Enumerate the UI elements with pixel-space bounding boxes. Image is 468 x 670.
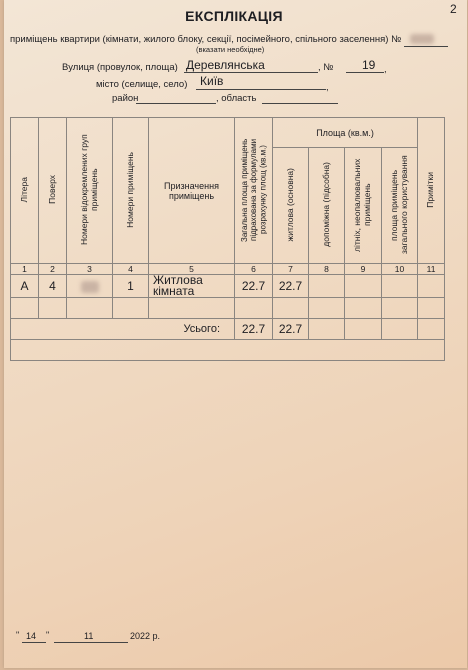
street-value: Деревлянська: [186, 58, 265, 72]
subtitle-hint: (вказати необхідне): [196, 45, 265, 54]
month-underline: [54, 642, 128, 643]
cell-empty: [309, 275, 345, 298]
day-underline: [22, 642, 46, 643]
page-number: 2: [450, 2, 457, 16]
redacted-apartment-number: [410, 34, 434, 44]
header-common: площа приміщень загального користування: [382, 148, 418, 264]
total-label: Усього:: [11, 319, 235, 340]
cell-empty: [309, 298, 345, 319]
total-living-value: 22.7: [273, 319, 309, 340]
header-group-numbers: Номери відокремлених груп приміщень: [67, 118, 113, 264]
header-purpose: Призначення приміщень: [149, 118, 235, 264]
col-num: 6: [235, 264, 273, 275]
col-num: 8: [309, 264, 345, 275]
cell-total-area: 22.7: [235, 275, 273, 298]
cell-living-area: 22.7: [273, 275, 309, 298]
number-label: , №: [318, 62, 334, 73]
apartment-number-underline: [404, 46, 448, 47]
column-numbers-row: [11, 264, 445, 275]
purpose-line-1: Житлова: [153, 273, 203, 287]
cell-empty: [418, 298, 445, 319]
col-num: 3: [67, 264, 113, 275]
header-auxiliary: допоміжна (підсобна): [309, 148, 345, 264]
date-year: 2022 р.: [130, 631, 161, 641]
col-num: 7: [273, 264, 309, 275]
cell-empty: [345, 298, 382, 319]
region-underline: [262, 103, 338, 104]
cell-room: 1: [113, 275, 149, 298]
header-floor: Поверх: [39, 118, 67, 264]
cell-group-redacted: [67, 275, 113, 298]
header-total-area: Загальна площа приміщень підрахована за формулами розрахунку площ (кв.м.): [235, 118, 273, 264]
quote-mark: ": [16, 630, 20, 640]
date-day: 14: [26, 631, 37, 641]
comma-mark-2: ,: [326, 82, 329, 93]
header-summer: літніх, неопалювальних приміщень: [345, 148, 382, 264]
quote-mark: ": [46, 630, 50, 640]
cell-empty: [11, 340, 445, 361]
col-num: 11: [418, 264, 445, 275]
city-value: Київ: [200, 74, 224, 88]
street-underline: [184, 72, 318, 73]
city-label: місто (селище, село): [96, 79, 188, 90]
cell-purpose: [149, 275, 235, 298]
cell-empty: [345, 275, 382, 298]
table-row: [11, 275, 445, 298]
cell-floor: 4: [39, 275, 67, 298]
cell-empty: [67, 298, 113, 319]
col-num: 4: [113, 264, 149, 275]
date-month: 11: [84, 631, 94, 641]
header-area-group: Площа (кв.м.): [273, 118, 418, 148]
cell-empty: [273, 298, 309, 319]
header-litera: Літера: [11, 118, 39, 264]
cell-empty: [382, 298, 418, 319]
header-living: житлова (основна): [273, 148, 309, 264]
table-row-blank: [11, 298, 445, 319]
explication-table: [10, 117, 445, 361]
col-num: 5: [149, 264, 235, 275]
district-label: район: [112, 93, 139, 104]
table-row-blank: [11, 340, 445, 361]
col-num: 9: [345, 264, 382, 275]
region-label: , область: [216, 93, 257, 104]
cell-empty: [382, 275, 418, 298]
header-room-numbers: Номери приміщень: [113, 118, 149, 264]
cell-empty: [235, 298, 273, 319]
purpose-line-2: кімната: [153, 284, 195, 298]
header-notes: Примітки: [418, 118, 445, 264]
district-underline: [136, 103, 216, 104]
document-subtitle: [10, 34, 434, 45]
city-underline: [196, 89, 326, 90]
document-title: ЕКСПЛІКАЦІЯ: [185, 8, 283, 24]
col-num: 1: [11, 264, 39, 275]
total-row: [11, 319, 445, 340]
cell-empty: [39, 298, 67, 319]
cell-empty: [418, 275, 445, 298]
cell-empty: [149, 298, 235, 319]
col-num: 10: [382, 264, 418, 275]
subtitle-text: приміщень квартири (кімнати, жилого блоку, секції, посімейного, спільного заселення) №: [10, 34, 402, 45]
cell-empty: [382, 319, 418, 340]
street-label: Вулиця (провулок, площа): [62, 62, 178, 73]
cell-empty: [418, 319, 445, 340]
cell-empty: [113, 298, 149, 319]
cell-empty: [309, 319, 345, 340]
comma-mark: ,: [384, 64, 387, 75]
total-area-value: 22.7: [235, 319, 273, 340]
cell-empty: [11, 298, 39, 319]
house-number-value: 19: [362, 58, 376, 72]
col-num: 2: [39, 264, 67, 275]
house-number-underline: [346, 72, 384, 73]
cell-empty: [345, 319, 382, 340]
cell-litera: А: [11, 275, 39, 298]
